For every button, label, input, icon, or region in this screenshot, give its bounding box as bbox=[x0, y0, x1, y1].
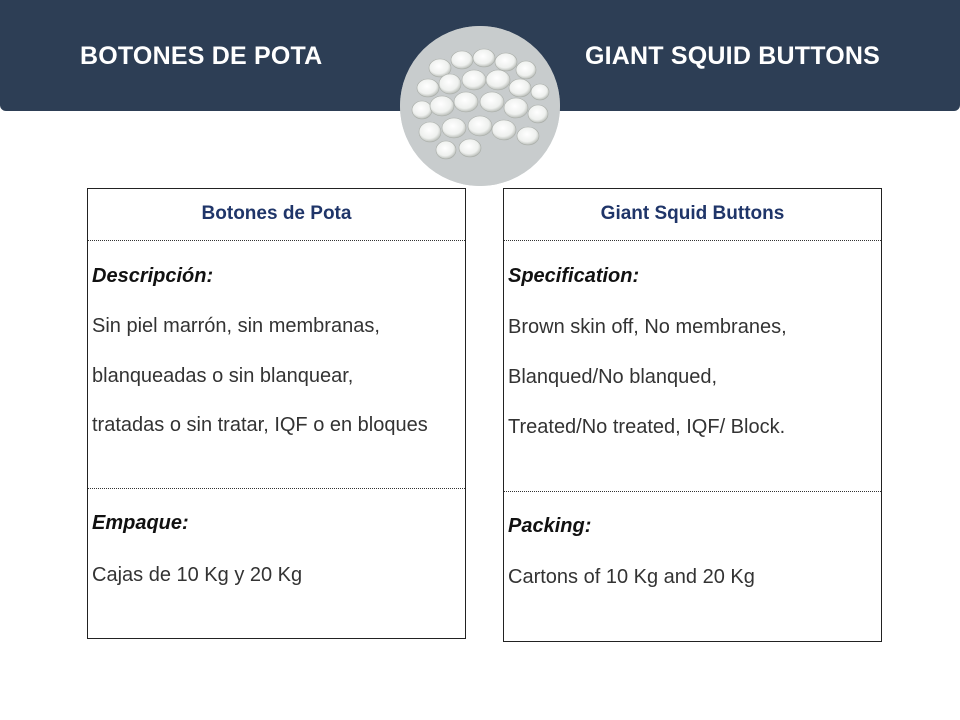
divider bbox=[504, 240, 881, 241]
description-line: tratadas o sin tratar, IQF o en bloques bbox=[92, 414, 428, 436]
divider bbox=[88, 488, 465, 489]
description-heading: Descripción: bbox=[92, 265, 214, 287]
packing-line: Cartons of 10 Kg and 20 Kg bbox=[508, 566, 755, 588]
card-title: Giant Squid Buttons bbox=[600, 203, 785, 224]
description-line: Sin piel marrón, sin membranas, bbox=[92, 315, 380, 337]
header-title-english: GIANT SQUID BUTTONS bbox=[584, 42, 880, 70]
divider bbox=[504, 491, 881, 492]
description-line: blanqueadas o sin blanquear, bbox=[92, 365, 354, 387]
packing-heading: Packing: bbox=[508, 515, 592, 537]
card-title: Botones de Pota bbox=[201, 203, 352, 224]
english-spec-card bbox=[503, 188, 882, 642]
packing-line: Cajas de 10 Kg y 20 Kg bbox=[92, 564, 303, 586]
specification-line: Treated/No treated, IQF/ Block. bbox=[508, 416, 786, 438]
specification-line: Brown skin off, No membranes, bbox=[508, 316, 787, 338]
spanish-spec-card bbox=[87, 188, 466, 639]
specification-line: Blanqued/No blanqued, bbox=[508, 366, 718, 388]
packing-heading: Empaque: bbox=[92, 512, 189, 534]
header-title-spanish: BOTONES DE POTA bbox=[80, 42, 323, 70]
specification-heading: Specification: bbox=[508, 265, 640, 287]
squid-buttons-image bbox=[400, 26, 560, 186]
divider bbox=[88, 240, 465, 241]
squid-buttons-photo bbox=[400, 26, 560, 186]
